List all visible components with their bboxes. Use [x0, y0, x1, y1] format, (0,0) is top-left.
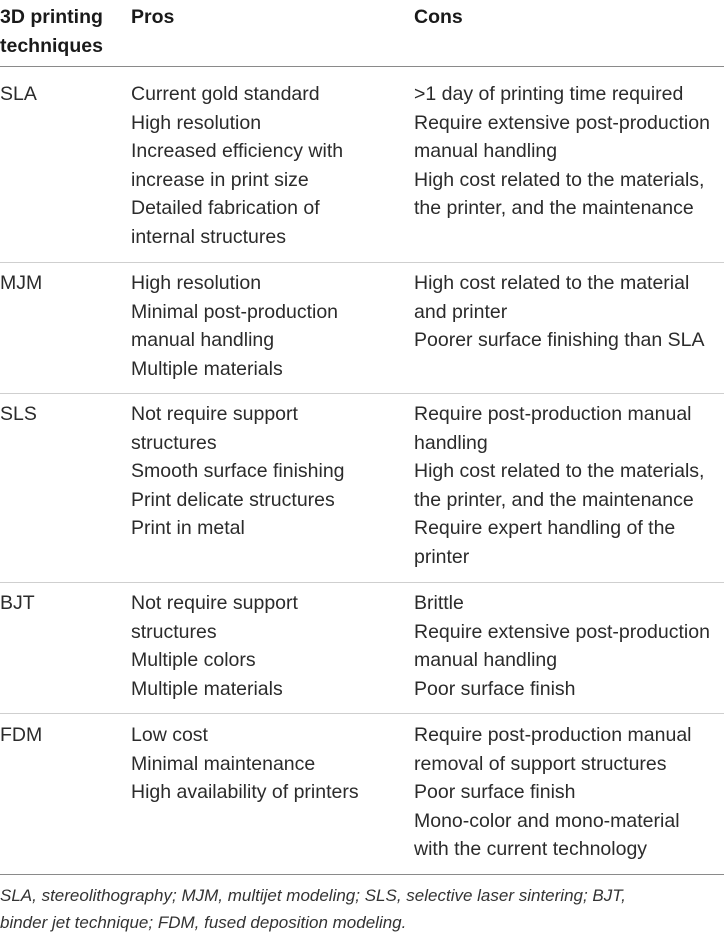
- pros-cell: [131, 400, 345, 543]
- pros-item: High availability of printers: [131, 781, 359, 803]
- pros-item: Current gold standard: [131, 83, 320, 105]
- pros-item: Low cost: [131, 724, 208, 746]
- technique-cell: BJT: [0, 592, 35, 614]
- table-row-bjt: [0, 589, 724, 714]
- cons-cell: [414, 589, 710, 703]
- footnote-divider: [0, 874, 724, 875]
- table-header-row: [0, 0, 724, 67]
- cons-item: Poor surface finish: [414, 781, 576, 803]
- header-pros: Pros: [131, 6, 175, 28]
- cons-item: High cost related to the material: [414, 272, 690, 294]
- cons-cell: [414, 400, 704, 571]
- table-row-sla: [0, 80, 724, 263]
- cons-item: >1 day of printing time required: [414, 83, 684, 105]
- cons-item: Require expert handling of the: [414, 517, 676, 539]
- header-cons: Cons: [414, 6, 463, 28]
- cons-item: Poor surface finish: [414, 677, 576, 700]
- pros-item: Print in metal: [131, 517, 245, 539]
- cons-item: Poorer surface finishing than SLA: [414, 329, 705, 351]
- pros-item: structures: [131, 620, 217, 643]
- pros-item: Increased efficiency with: [131, 140, 344, 162]
- cons-item: manual handling: [414, 649, 558, 671]
- cons-item: Require extensive post-production: [414, 620, 710, 643]
- cons-cell: [414, 721, 692, 864]
- cons-item: the printer, and the maintenance: [414, 488, 694, 511]
- table-row-sls: [0, 400, 724, 583]
- technique-cell: FDM: [0, 724, 43, 746]
- header-technique-line1: 3D printing: [0, 6, 103, 28]
- pros-item: Smooth surface finishing: [131, 460, 345, 482]
- pros-item: manual handling: [131, 329, 275, 351]
- cons-item: Mono-color and mono-material: [414, 809, 680, 832]
- header-technique: [0, 3, 125, 60]
- pros-item: Minimal post-production: [131, 300, 339, 323]
- cons-item: High cost related to the materials,: [414, 168, 705, 191]
- cons-cell: [414, 80, 710, 223]
- pros-item: Detailed fabrication of: [131, 197, 320, 219]
- footnote-line: SLA, stereolithography; MJM, multijet modeling; SLS, selective laser sintering; BJT,: [0, 886, 626, 905]
- cons-item: Require extensive post-production: [414, 111, 710, 134]
- pros-item: Minimal maintenance: [131, 752, 316, 775]
- cons-cell: [414, 269, 705, 355]
- cons-item: handling: [414, 431, 488, 454]
- cons-item: and printer: [414, 300, 508, 323]
- table-row-mjm: [0, 269, 724, 394]
- cons-item: Brittle: [414, 592, 464, 614]
- cons-item: Require post-production manual: [414, 724, 692, 746]
- pros-cell: [131, 721, 359, 807]
- technique-cell: SLA: [0, 83, 37, 105]
- pros-item: Multiple materials: [131, 677, 283, 700]
- pros-item: internal structures: [131, 225, 286, 248]
- pros-item: High resolution: [131, 111, 262, 134]
- header-technique-line2: techniques: [0, 34, 103, 57]
- cons-item: manual handling: [414, 140, 558, 162]
- cons-item: Require post-production manual: [414, 403, 692, 425]
- technique-cell: SLS: [0, 403, 37, 425]
- cons-item: removal of support structures: [414, 752, 667, 775]
- table-footnote: [0, 882, 724, 936]
- pros-item: Multiple materials: [131, 357, 283, 380]
- cons-item: the printer, and the maintenance: [414, 197, 694, 219]
- footnote-line: binder jet technique; FDM, fused deposition modeling.: [0, 913, 407, 932]
- table-row-fdm: [0, 721, 724, 867]
- pros-item: Print delicate structures: [131, 488, 335, 511]
- pros-item: High resolution: [131, 272, 262, 294]
- pros-item: increase in print size: [131, 168, 309, 191]
- pros-item: Not require support: [131, 403, 298, 425]
- cons-item: printer: [414, 545, 470, 568]
- pros-cell: [131, 80, 343, 251]
- pros-cell: [131, 269, 338, 383]
- pros-cell: [131, 589, 298, 703]
- cons-item: High cost related to the materials,: [414, 460, 705, 482]
- pros-item: Not require support: [131, 592, 298, 614]
- cons-item: with the current technology: [414, 838, 648, 860]
- pros-item: Multiple colors: [131, 649, 256, 671]
- technique-cell: MJM: [0, 272, 43, 294]
- pros-item: structures: [131, 431, 217, 454]
